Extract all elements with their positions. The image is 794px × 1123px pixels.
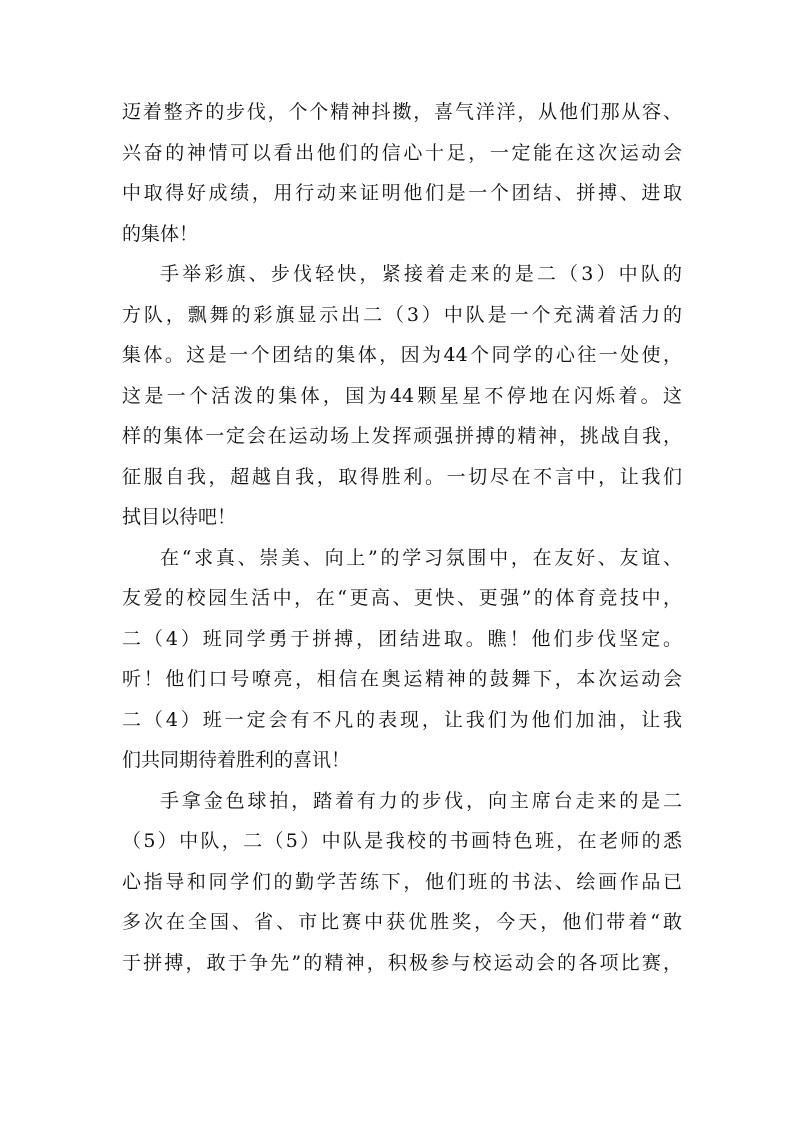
paragraph-3-line-2: 友爱的校园生活中，在“更高、更快、更强”的体育竞技中， [122,587,682,609]
paragraph-2-line-7: 拭目以待吧！ [122,506,237,528]
paragraph-2-line-4: 这是一个活泼的集体，国为44颗星星不停地在闪烁着。这 [122,384,682,407]
paragraph-4-line-3: 心指导和同学们的勤学苦练下，他们班的书法、绘画作品已 [122,870,682,893]
paragraph-4-line-2: （5）中队，二（5）中队是我校的书画特色班，在老师的悉 [122,830,682,852]
paragraph-3-line-6: 们共同期待着胜利的喜讯！ [122,749,351,771]
paragraph-4-line-4: 多次在全国、省、市比赛中获优胜奖，今天，他们带着“敢 [122,911,682,933]
paragraph-2-line-5: 样的集体一定会在运动场上发挥顽强拼搏的精神，挑战自我， [122,425,682,447]
paragraph-1-line-3: 中取得好成绩，用行动来证明他们是一个团结、拼搏、进取 [122,182,682,204]
paragraph-2-line-1: 手举彩旗、步伐轻快，紧接着走来的是二（3）中队的 [160,263,682,285]
paragraph-1-line-1: 迈着整齐的步伐，个个精神抖擞，喜气洋洋，从他们那从容、 [122,101,682,123]
paragraph-3-line-3: 二（4）班同学勇于拼搏，团结进取。瞧！他们步伐坚定。 [122,627,682,650]
document-body [122,92,682,983]
paragraph-1-line-4: 的集体！ [122,222,199,245]
paragraph-1-line-2: 兴奋的神情可以看出他们的信心十足，一定能在这次运动会 [122,141,682,164]
paragraph-4-line-5: 于拼搏，敢于争先”的精神，积极参与校运动会的各项比赛， [122,951,682,974]
paragraph-2-line-6: 征服自我，超越自我，取得胜利。一切尽在不言中，让我们 [122,465,682,488]
paragraph-3-line-1: 在“求真、崇美、向上”的学习氛围中，在友好、友谊、 [160,546,682,569]
paragraph-2-line-2: 方队，飘舞的彩旗显示出二（3）中队是一个充满着活力的 [122,303,682,326]
paragraph-4-line-1: 手拿金色球拍，踏着有力的步伐，向主席台走来的是二 [160,789,682,812]
paragraph-3-line-5: 二（4）班一定会有不凡的表现，让我们为他们加油，让我 [122,708,682,731]
paragraph-3-line-4: 听！他们口号嘹亮，相信在奥运精神的鼓舞下，本次运动会 [122,668,682,690]
paragraph-2-line-3: 集体。这是一个团结的集体，因为44个同学的心往一处使， [122,344,682,366]
